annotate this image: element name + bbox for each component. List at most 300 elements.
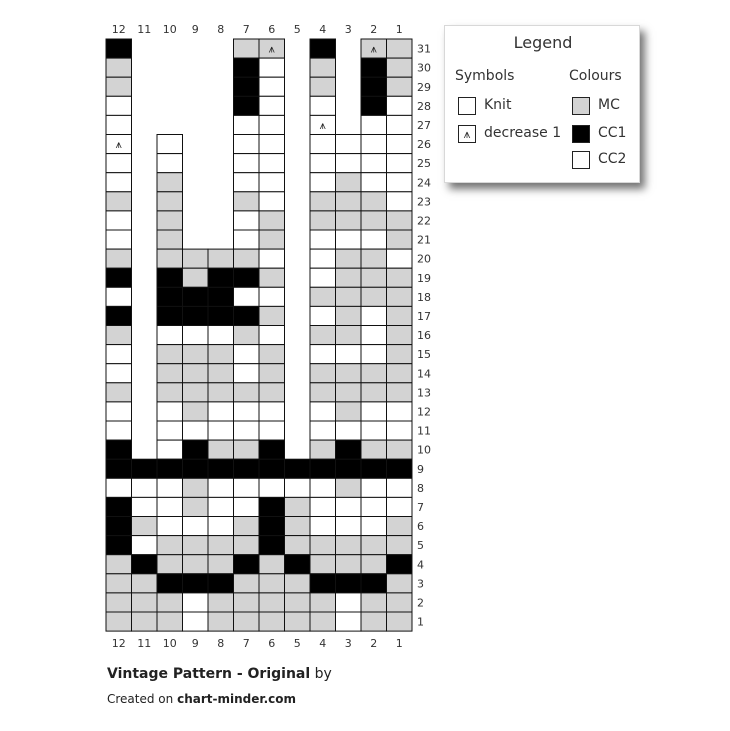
stitch-cell <box>106 555 132 574</box>
stitch-cell <box>183 440 209 459</box>
stitch-cell <box>259 517 285 536</box>
stitch-cell <box>234 402 260 421</box>
stitch-cell <box>259 440 285 459</box>
stitch-cell <box>361 459 387 478</box>
stitch-cell <box>234 536 260 555</box>
stitch-cell <box>310 58 336 77</box>
stitch-cell <box>234 326 260 345</box>
stitch-cell <box>132 497 158 516</box>
stitch-cell <box>361 192 387 211</box>
stitch-cell <box>183 383 209 402</box>
stitch-cell <box>259 306 285 325</box>
row-number-label: 24 <box>417 176 431 190</box>
stitch-cell <box>361 364 387 383</box>
stitch-cell <box>387 326 413 345</box>
stitch-cell <box>285 555 311 574</box>
row-number-label: 9 <box>417 462 424 476</box>
stitch-cell <box>259 497 285 516</box>
stitch-cell <box>106 96 132 115</box>
stitch-cell <box>387 364 413 383</box>
stitch-cell <box>106 326 132 345</box>
column-number-label: 1 <box>395 637 403 651</box>
stitch-cell <box>310 211 336 230</box>
stitch-cell <box>310 555 336 574</box>
site-link[interactable]: chart-minder.com <box>177 692 296 706</box>
stitch-cell <box>387 440 413 459</box>
stitch-cell <box>387 593 413 612</box>
stitch-cell <box>387 58 413 77</box>
stitch-cell <box>259 154 285 173</box>
stitch-cell <box>234 135 260 154</box>
row-number-label: 28 <box>417 99 431 113</box>
stitch-cell <box>208 459 234 478</box>
stitch-cell <box>106 574 132 593</box>
stitch-cell <box>310 306 336 325</box>
stitch-cell <box>259 593 285 612</box>
stitch-cell <box>387 555 413 574</box>
stitch-cell <box>132 555 158 574</box>
stitch-cell <box>361 154 387 173</box>
stitch-cell <box>132 536 158 555</box>
row-number-label: 3 <box>417 577 424 591</box>
stitch-cell <box>259 230 285 249</box>
decrease-symbol-icon: ⩚ <box>268 42 275 56</box>
stitch-cell <box>183 287 209 306</box>
stitch-cell <box>208 345 234 364</box>
stitch-cell <box>234 440 260 459</box>
stitch-cell <box>259 173 285 192</box>
stitch-cell <box>387 249 413 268</box>
stitch-cell <box>259 268 285 287</box>
stitch-cell <box>259 287 285 306</box>
stitch-cell <box>234 555 260 574</box>
stitch-cell <box>259 326 285 345</box>
stitch-cell <box>387 77 413 96</box>
stitch-cell <box>310 497 336 516</box>
stitch-cell <box>310 173 336 192</box>
stitch-cell <box>361 555 387 574</box>
stitch-cell <box>361 478 387 497</box>
stitch-cell <box>259 115 285 134</box>
row-number-label: 20 <box>417 252 431 266</box>
stitch-cell <box>285 478 311 497</box>
column-number-label: 6 <box>268 23 276 36</box>
stitch-cell <box>361 77 387 96</box>
stitch-cell <box>336 306 362 325</box>
row-number-label: 13 <box>417 386 431 400</box>
stitch-cell <box>106 211 132 230</box>
stitch-cell <box>208 612 234 631</box>
stitch-cell <box>183 612 209 631</box>
stitch-cell <box>208 268 234 287</box>
stitch-cell <box>387 211 413 230</box>
decrease-symbol-icon: ⩚ <box>319 118 326 132</box>
stitch-cell <box>310 96 336 115</box>
row-number-label: 16 <box>417 329 431 343</box>
column-number-label: 1 <box>395 23 403 36</box>
stitch-cell <box>234 58 260 77</box>
row-number-label: 6 <box>417 520 424 534</box>
stitch-cell <box>183 364 209 383</box>
stitch-cell <box>132 459 158 478</box>
stitch-cell <box>106 173 132 192</box>
stitch-cell <box>387 154 413 173</box>
stitch-cell <box>336 574 362 593</box>
stitch-cell <box>259 211 285 230</box>
stitch-cell <box>361 612 387 631</box>
row-number-label: 15 <box>417 348 431 362</box>
stitch-cell <box>285 536 311 555</box>
stitch-cell <box>336 459 362 478</box>
stitch-cell <box>106 497 132 516</box>
stitch-cell <box>157 211 183 230</box>
stitch-cell <box>336 593 362 612</box>
row-number-label: 2 <box>417 596 424 610</box>
stitch-cell <box>361 115 387 134</box>
stitch-cell <box>336 135 362 154</box>
stitch-cell <box>387 536 413 555</box>
stitch-cell <box>361 135 387 154</box>
stitch-cell <box>310 459 336 478</box>
stitch-cell <box>361 58 387 77</box>
stitch-cell <box>183 249 209 268</box>
row-number-label: 29 <box>417 80 431 94</box>
stitch-cell <box>234 230 260 249</box>
column-number-label: 3 <box>344 23 352 36</box>
stitch-cell <box>285 517 311 536</box>
created-prefix: Created on <box>107 692 178 706</box>
stitch-cell <box>234 497 260 516</box>
stitch-cell <box>387 459 413 478</box>
row-number-label: 27 <box>417 118 431 132</box>
stitch-cell <box>132 593 158 612</box>
legend-colour-label: CC1 <box>598 125 627 141</box>
column-number-label: 11 <box>137 23 152 36</box>
stitch-cell <box>208 536 234 555</box>
stitch-cell <box>336 440 362 459</box>
stitch-cell <box>361 517 387 536</box>
stitch-cell <box>336 536 362 555</box>
row-number-label: 10 <box>417 443 431 457</box>
created-on <box>107 692 296 706</box>
row-number-label: 11 <box>417 424 431 438</box>
stitch-cell <box>336 211 362 230</box>
stitch-cell <box>157 478 183 497</box>
stitch-cell <box>157 536 183 555</box>
stitch-cell <box>310 383 336 402</box>
pattern-title <box>107 666 332 682</box>
stitch-cell <box>106 306 132 325</box>
stitch-cell <box>157 497 183 516</box>
stitch-cell <box>234 345 260 364</box>
cc1-swatch-icon <box>572 125 590 143</box>
stitch-cell <box>259 192 285 211</box>
stitch-cell <box>106 421 132 440</box>
stitch-cell <box>157 249 183 268</box>
stitch-cell <box>234 211 260 230</box>
stitch-cell <box>361 536 387 555</box>
stitch-cell <box>106 268 132 287</box>
stitch-cell <box>361 326 387 345</box>
row-number-label: 18 <box>417 290 431 304</box>
pattern-by: by <box>310 666 332 682</box>
stitch-cell <box>157 383 183 402</box>
column-number-label: 6 <box>268 637 276 651</box>
legend-colour-label: CC2 <box>598 151 627 167</box>
row-number-label: 12 <box>417 405 431 419</box>
stitch-cell <box>310 230 336 249</box>
stitch-cell <box>157 306 183 325</box>
stitch-cell <box>336 402 362 421</box>
row-number-label: 26 <box>417 138 431 152</box>
stitch-cell <box>208 402 234 421</box>
stitch-cell <box>361 402 387 421</box>
row-number-label: 17 <box>417 309 431 323</box>
row-number-label: 31 <box>417 42 431 56</box>
stitch-cell <box>132 574 158 593</box>
knit-symbol-icon <box>458 97 476 115</box>
stitch-cell <box>183 593 209 612</box>
stitch-cell <box>336 478 362 497</box>
stitch-cell <box>336 287 362 306</box>
stitch-cell <box>234 173 260 192</box>
stitch-cell <box>157 345 183 364</box>
stitch-cell <box>259 77 285 96</box>
stitch-cell <box>336 268 362 287</box>
stitch-cell <box>183 459 209 478</box>
stitch-cell <box>208 326 234 345</box>
column-number-label: 2 <box>370 637 378 651</box>
stitch-cell <box>106 593 132 612</box>
column-number-label: 8 <box>217 23 225 36</box>
column-numbers-bottom <box>112 637 403 650</box>
stitch-cell <box>285 593 311 612</box>
stitch-cell <box>310 287 336 306</box>
stitch-cell <box>336 612 362 631</box>
chart-grid <box>106 39 412 631</box>
row-numbers <box>417 43 431 629</box>
stitch-cell <box>387 383 413 402</box>
row-number-label: 5 <box>417 539 424 553</box>
stitch-cell <box>259 459 285 478</box>
column-number-label: 4 <box>319 23 327 36</box>
stitch-cell <box>387 268 413 287</box>
column-number-label: 5 <box>293 637 301 651</box>
column-number-label: 11 <box>137 637 152 651</box>
stitch-cell <box>310 517 336 536</box>
stitch-cell <box>387 230 413 249</box>
stitch-cell <box>361 306 387 325</box>
stitch-cell <box>361 96 387 115</box>
stitch-cell <box>106 478 132 497</box>
column-numbers-top <box>112 23 403 36</box>
stitch-cell <box>387 497 413 516</box>
stitch-cell <box>208 364 234 383</box>
stitch-cell <box>259 135 285 154</box>
row-number-label: 1 <box>417 615 424 629</box>
stitch-cell <box>234 96 260 115</box>
stitch-cell <box>208 574 234 593</box>
stitch-cell <box>336 192 362 211</box>
stitch-cell <box>157 287 183 306</box>
stitch-cell <box>106 536 132 555</box>
stitch-cell <box>310 478 336 497</box>
legend-colour-label: MC <box>598 97 620 113</box>
stitch-cell <box>336 421 362 440</box>
stitch-cell <box>310 249 336 268</box>
stitch-cell <box>310 574 336 593</box>
column-number-label: 2 <box>370 23 378 36</box>
legend-panel <box>444 25 640 183</box>
stitch-cell <box>259 364 285 383</box>
stitch-cell <box>310 364 336 383</box>
stitch-cell <box>361 440 387 459</box>
stitch-cell <box>234 287 260 306</box>
stitch-cell <box>310 536 336 555</box>
row-number-label: 19 <box>417 271 431 285</box>
stitch-cell <box>234 154 260 173</box>
decrease-symbol-icon: ⩚ <box>458 125 476 143</box>
stitch-cell <box>234 593 260 612</box>
stitch-cell <box>285 497 311 516</box>
stitch-cell <box>157 173 183 192</box>
stitch-cell <box>234 306 260 325</box>
stitch-cell <box>183 268 209 287</box>
symbols-heading: Symbols <box>455 68 515 84</box>
row-number-label: 30 <box>417 61 431 75</box>
row-number-label: 25 <box>417 157 431 171</box>
stitch-cell <box>387 96 413 115</box>
mc-swatch-icon <box>572 97 590 115</box>
stitch-cell <box>234 77 260 96</box>
column-number-label: 12 <box>111 23 126 36</box>
column-number-label: 10 <box>162 23 177 36</box>
column-number-label: 9 <box>191 637 199 651</box>
stitch-cell <box>336 364 362 383</box>
stitch-cell <box>157 268 183 287</box>
column-number-label: 10 <box>162 637 177 651</box>
stitch-cell <box>361 497 387 516</box>
stitch-cell <box>387 135 413 154</box>
row-number-label: 4 <box>417 558 424 572</box>
stitch-cell <box>157 402 183 421</box>
stitch-cell <box>259 58 285 77</box>
stitch-cell <box>259 249 285 268</box>
stitch-cell <box>208 497 234 516</box>
stitch-cell <box>310 593 336 612</box>
stitch-cell <box>336 173 362 192</box>
stitch-cell <box>183 345 209 364</box>
stitch-cell <box>157 154 183 173</box>
stitch-cell <box>157 135 183 154</box>
stitch-cell <box>310 77 336 96</box>
stitch-cell <box>157 517 183 536</box>
stitch-cell <box>310 154 336 173</box>
stitch-cell <box>234 268 260 287</box>
stitch-cell <box>361 345 387 364</box>
stitch-cell <box>183 555 209 574</box>
colours-heading: Colours <box>569 68 622 84</box>
stitch-cell <box>157 326 183 345</box>
stitch-cell <box>361 249 387 268</box>
stitch-cell <box>106 402 132 421</box>
stitch-cell <box>132 517 158 536</box>
stitch-cell <box>234 612 260 631</box>
stitch-cell <box>336 249 362 268</box>
stitch-cell <box>259 421 285 440</box>
stitch-cell <box>132 478 158 497</box>
stitch-cell <box>361 593 387 612</box>
stitch-cell <box>336 154 362 173</box>
stitch-cell <box>183 497 209 516</box>
stitch-cell <box>234 115 260 134</box>
stitch-cell <box>336 383 362 402</box>
stitch-cell <box>387 173 413 192</box>
stitch-cell <box>234 364 260 383</box>
stitch-cell <box>336 230 362 249</box>
stitch-cell <box>234 249 260 268</box>
stitch-cell <box>234 517 260 536</box>
stitch-cell <box>183 517 209 536</box>
column-number-label: 12 <box>111 637 126 651</box>
stitch-cell <box>336 517 362 536</box>
stitch-cell <box>234 459 260 478</box>
stitch-cell <box>234 478 260 497</box>
stitch-cell <box>157 364 183 383</box>
stitch-cell <box>106 77 132 96</box>
stitch-cell <box>208 383 234 402</box>
stitch-cell <box>387 345 413 364</box>
stitch-cell <box>106 115 132 134</box>
stitch-cell <box>157 459 183 478</box>
stitch-cell <box>106 230 132 249</box>
row-number-label: 14 <box>417 367 431 381</box>
stitch-cell <box>285 612 311 631</box>
stitch-cell <box>157 230 183 249</box>
decrease-symbol-icon: ⩚ <box>115 138 122 152</box>
stitch-cell <box>183 306 209 325</box>
stitch-cell <box>361 268 387 287</box>
stitch-cell <box>208 555 234 574</box>
stitch-cell <box>387 421 413 440</box>
stitch-cell <box>234 383 260 402</box>
stitch-cell <box>208 517 234 536</box>
stitch-cell <box>361 287 387 306</box>
stitch-cell <box>106 58 132 77</box>
stitch-cell <box>183 536 209 555</box>
stitch-cell <box>157 421 183 440</box>
stitch-cell <box>387 612 413 631</box>
stitch-cell <box>285 459 311 478</box>
stitch-cell <box>106 612 132 631</box>
stitch-cell <box>361 173 387 192</box>
stitch-cell <box>106 383 132 402</box>
decrease-symbol-icon: ⩚ <box>370 42 377 56</box>
stitch-cell <box>157 192 183 211</box>
stitch-cell <box>310 268 336 287</box>
stitch-cell <box>310 612 336 631</box>
stitch-cell <box>183 478 209 497</box>
stitch-cell <box>361 211 387 230</box>
stitch-cell <box>106 154 132 173</box>
stitch-cell <box>336 345 362 364</box>
stitch-cell <box>157 593 183 612</box>
stitch-cell <box>259 555 285 574</box>
column-number-label: 3 <box>344 637 352 651</box>
stitch-cell <box>208 478 234 497</box>
stitch-cell <box>157 574 183 593</box>
stitch-cell <box>387 478 413 497</box>
